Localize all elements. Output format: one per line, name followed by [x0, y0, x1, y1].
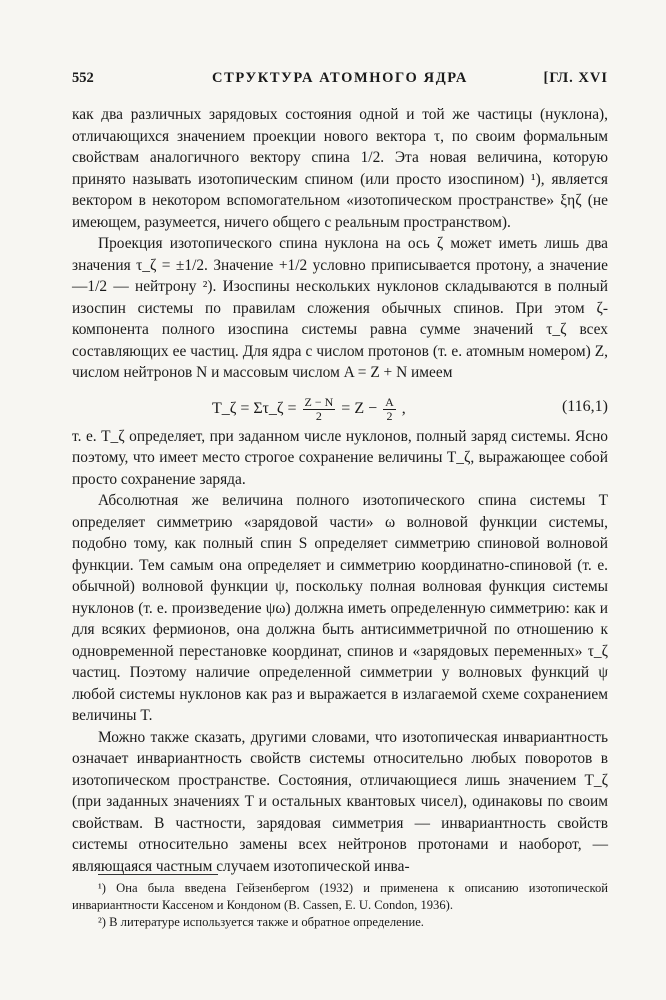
page-number: 552: [72, 70, 94, 86]
running-title: СТРУКТУРА АТОМНОГО ЯДРА: [212, 70, 468, 86]
footnotes: [72, 880, 608, 931]
equation-tail: ,: [401, 399, 406, 417]
running-header: [72, 70, 608, 92]
equation-body: [212, 396, 406, 423]
footnote-1: ¹) Она была введена Гейзенбергом (1932) и применена к описанию изотопической инвариантности Кассеном и Кондоном (B. Cassen, E. U. Condon, 1936).: [72, 881, 608, 912]
equation-116-1: [72, 386, 608, 426]
fraction-denominator: 2: [386, 408, 393, 423]
chapter-label: [ГЛ. XVI: [543, 70, 608, 86]
paragraph-4: Можно также сказать, другими словами, что изотопическая инвариантность означает инвариантность свойств системы относительно любых поворотов в изотопическом пространстве. Состояния, отличающиеся лишь значением T_ζ (при заданных значениях T и остальных квантовых чисел), одинаковы по своим свойствам. В частности, зарядовая симметрия — инвариантность свойств системы относительно замены всех нейтронов протонами и наоборот, — являющаяся частным случаем изотопической инва-: [72, 728, 608, 875]
equation-number: (116,1): [561, 397, 608, 415]
fraction-z-minus-n: [303, 396, 336, 423]
footnote-divider: [98, 874, 218, 875]
fraction-numerator: Z − N: [304, 394, 334, 409]
fraction-numerator: A: [385, 394, 394, 409]
equation-mid: = Z −: [341, 399, 378, 417]
main-text: [72, 104, 608, 877]
paragraph-after-formula: т. е. T_ζ определяет, при заданном числе нуклонов, полный заряд системы. Ясно поэтому, что имеет место строгое сохранение величины T_ζ, выражающее собой просто сохранение заряда.: [72, 427, 608, 488]
fraction-denominator: 2: [315, 408, 322, 423]
paragraph-3: Абсолютная же величина полного изотопического спина системы T определяет симметрию «зарядовой части» ω волновой функции системы, подобно тому, как полный спин S определяет симметрию спиновой волновой функции. Тем самым она определяет и симметрию координатно-спиновой (т. е. обычной) волновой функции ψ, поскольку полная волновая функция системы нуклонов (т. е. произведение ψω) должна иметь определенную симметрию: как и для всяких фермионов, она должна быть антисимметричной по отношению к одновременной перестановке координат, спинов и «зарядовых переменных» τ_ζ частиц. Поэтому наличие определенной симметрии у волновых функций ψ любой системы нуклонов как раз и выражается в излагаемой схеме сохранением величины T.: [72, 492, 608, 724]
fraction-a-over-2: [383, 396, 396, 423]
equation-lhs: T_ζ = Στ_ζ =: [212, 399, 297, 417]
footnote-2: ²) В литературе используется также и обратное определение.: [98, 915, 424, 929]
paragraph-1: как два различных зарядовых состояния одной и той же частицы (нуклона), отличающихся значением проекции нового вектора τ, по своим формальным свойствам аналогичного вектору спина 1/2. Эта новая величина, которую принято называть изотопическим спином (или просто изоспином) ¹), является вектором в некотором вспомогательном «изотопическом пространстве» ξηζ (не имеющем, разумеется, ничего общего с реальным пространством).: [72, 106, 608, 231]
paragraph-2: Проекция изотопического спина нуклона на ось ζ может иметь лишь два значения τ_ζ = ±1/2. Значение +1/2 условно приписывается протону, а значение —1/2 — нейтрону ²). Изоспины нескольких нуклонов складываются в полный изоспин системы по правилам сложения обычных спинов. При этом ζ-компонента полного изоспина системы равна сумме значений τ_ζ всех составляющих ее частиц. Для ядра с числом протонов (т. е. атомным номером) Z, числом нейтронов N и массовым числом A = Z + N имеем: [72, 235, 608, 381]
